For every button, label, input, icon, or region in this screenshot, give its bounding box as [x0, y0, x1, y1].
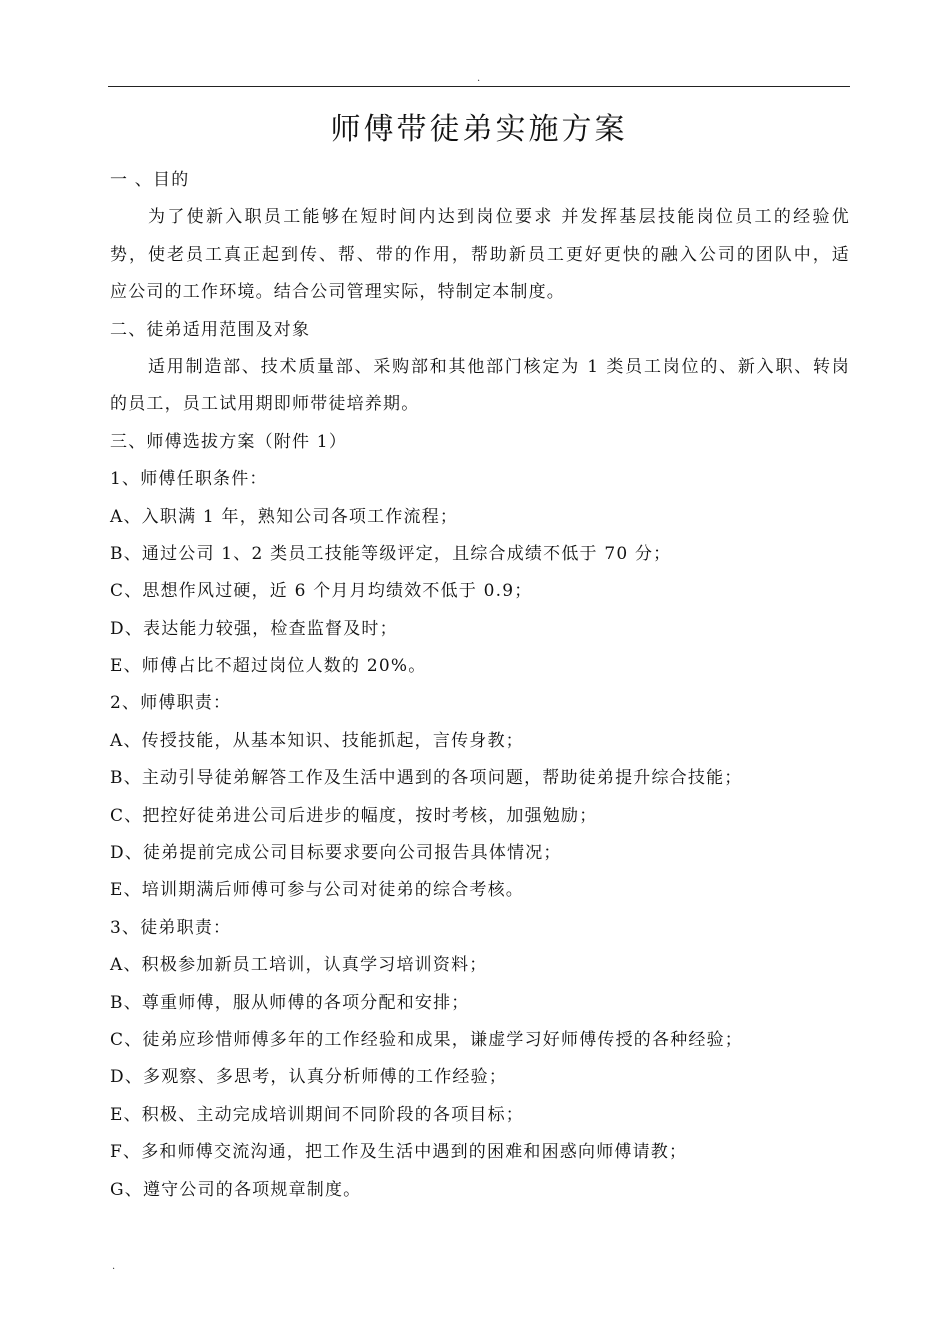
- page-title: 师傅带徒弟实施方案: [330, 112, 628, 148]
- list-item: B、主动引导徒弟解答工作及生活中遇到的各项问题，帮助徒弟提升综合技能；: [110, 768, 743, 789]
- list-item: E、积极、主动完成培训期间不同阶段的各项目标；: [110, 1104, 525, 1125]
- list-item: E、培训期满后师傅可参与公司对徒弟的综合考核。: [110, 880, 525, 901]
- subsection-heading-apprentice-duties: 3、徒弟职责：: [110, 917, 232, 938]
- header-dot-mark: .: [477, 73, 481, 84]
- paragraph-line: 势，使老员工真正起到传、帮、带的作用，帮助新员工更好更快的融入公司的团队中，适: [110, 244, 850, 265]
- list-item: C、徒弟应珍惜师傅多年的工作经验和成果，谦虚学习好师傅传授的各种经验；: [110, 1029, 744, 1050]
- list-item: D、徒弟提前完成公司目标要求要向公司报告具体情况；: [110, 843, 562, 864]
- section-heading-selection: 三、师傅选拔方案（附件 1）: [110, 431, 348, 452]
- paragraph-line: 适用制造部、技术质量部、采购部和其他部门核定为 1 类员工岗位的、新入职、转岗: [148, 356, 850, 377]
- header-rule: [108, 86, 850, 87]
- paragraph-line: 应公司的工作环境。结合公司管理实际，特制定本制度。: [110, 282, 565, 303]
- paragraph-line: 为了使新入职员工能够在短时间内达到岗位要求 并发挥基层技能岗位员工的经验优: [148, 207, 850, 228]
- section-heading-scope: 二、徒弟适用范围及对象: [110, 319, 311, 340]
- subsection-heading-master-duties: 2、师傅职责：: [110, 693, 232, 714]
- list-item: A、积极参加新员工培训，认真学习培训资料；: [110, 955, 488, 976]
- list-item: B、通过公司 1、2 类员工技能等级评定，且综合成绩不低于 70 分；: [110, 543, 672, 564]
- section-heading-purpose: 一 、目的: [110, 170, 190, 190]
- document-body: [110, 162, 850, 1209]
- list-item: B、尊重师傅，服从师傅的各项分配和安排；: [110, 992, 470, 1013]
- list-item: D、多观察、多思考，认真分析师傅的工作经验；: [110, 1067, 508, 1088]
- footer-dot-mark: .: [112, 1261, 116, 1272]
- list-item: C、把控好徒弟进公司后进步的幅度，按时考核，加强勉励；: [110, 805, 598, 826]
- list-item: D、表达能力较强，检查监督及时；: [110, 618, 398, 639]
- subsection-heading-master-conditions: 1、师傅任职条件：: [110, 469, 268, 490]
- list-item: G、遵守公司的各项规章制度。: [110, 1179, 362, 1200]
- list-item: A、入职满 1 年，熟知公司各项工作流程；: [110, 506, 459, 527]
- paragraph-line: 的员工，员工试用期即师带徒培养期。: [110, 394, 420, 415]
- list-item: E、师傅占比不超过岗位人数的 20%。: [110, 656, 427, 677]
- list-item: F、多和师傅交流沟通，把工作及生活中遇到的困难和困惑向师傅请教；: [110, 1142, 688, 1163]
- list-item: C、思想作风过硬，近 6 个月月均绩效不低于 0.9；: [110, 581, 533, 602]
- list-item: A、传授技能，从基本知识、技能抓起，言传身教；: [110, 730, 524, 751]
